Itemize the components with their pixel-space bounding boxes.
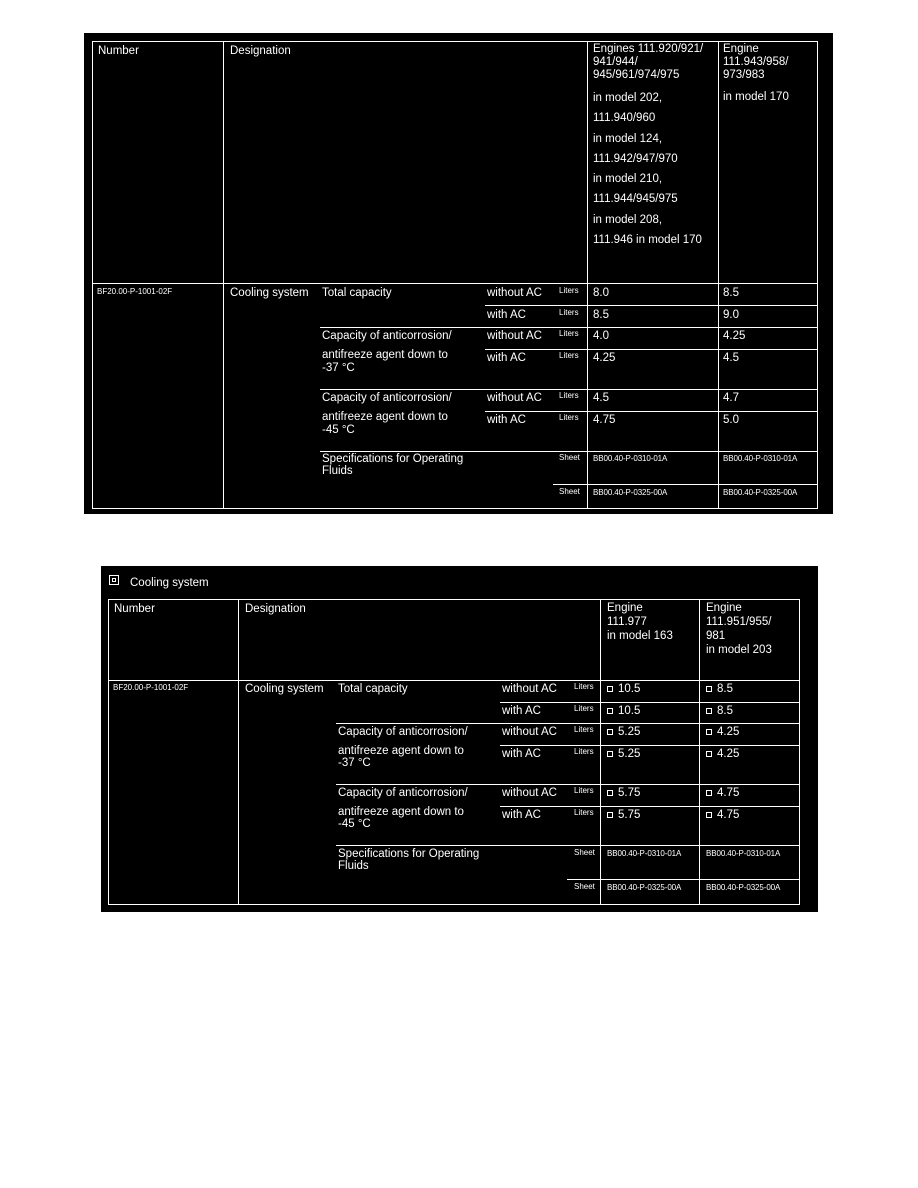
table1-row-v1: 4.0 bbox=[593, 330, 609, 342]
value: 5.75 bbox=[618, 809, 641, 821]
table2-row-unit: Liters bbox=[574, 725, 594, 734]
table2-header-col2: Engine 111.951/955/ 981 in model 203 bbox=[706, 602, 772, 656]
table1-col-line bbox=[223, 41, 224, 509]
table2-row-v2 bbox=[706, 806, 739, 824]
table2-sheet-v2: BB00.40-P-0325-00A bbox=[706, 883, 781, 892]
checkbox-icon bbox=[607, 708, 613, 714]
checkbox-icon bbox=[706, 708, 712, 714]
table1-row-v1: 8.0 bbox=[593, 287, 609, 299]
table2-header-designation: Designation bbox=[245, 603, 306, 615]
table2-title: Cooling system bbox=[130, 577, 209, 589]
checkbox-icon bbox=[706, 751, 712, 757]
table1-row-cond: without AC bbox=[487, 287, 542, 299]
table2-row-label: antifreeze agent down to -45 °C bbox=[338, 806, 464, 830]
table2-row-line bbox=[500, 806, 799, 807]
checkbox-icon bbox=[607, 751, 613, 757]
table1-col-line bbox=[587, 41, 588, 509]
table2-row-cond: without AC bbox=[502, 726, 557, 738]
value: 10.5 bbox=[618, 683, 641, 695]
table1-border-right bbox=[817, 41, 818, 509]
table2-row-v2 bbox=[706, 723, 739, 741]
table1-row-v2: 4.25 bbox=[723, 330, 746, 342]
table1-row-cond: without AC bbox=[487, 392, 542, 404]
table2-col-line bbox=[238, 599, 239, 905]
table1-header-designation: Designation bbox=[230, 45, 291, 57]
table2-row-cond: without AC bbox=[502, 787, 557, 799]
table2-row-unit: Liters bbox=[574, 747, 594, 756]
table1-row-line bbox=[485, 411, 817, 412]
checkbox-icon bbox=[706, 729, 712, 735]
table1-row-v2: 8.5 bbox=[723, 287, 739, 299]
table1-row-line bbox=[553, 484, 817, 485]
table2-row-v2 bbox=[706, 745, 739, 763]
document-icon bbox=[109, 575, 119, 585]
table1-row-label: antifreeze agent down to -37 °C bbox=[322, 349, 448, 374]
table1-border-bottom bbox=[92, 508, 818, 509]
table1-row-cond: with AC bbox=[487, 414, 526, 426]
table1-row-cond: with AC bbox=[487, 309, 526, 321]
table2-row-line bbox=[336, 845, 799, 846]
table2-border-left bbox=[108, 599, 109, 905]
table1-row-v2: 4.5 bbox=[723, 352, 739, 364]
value: 8.5 bbox=[717, 705, 733, 717]
table2-row-line bbox=[500, 702, 799, 703]
table2-header-sep bbox=[108, 680, 800, 681]
table2-group: Cooling system bbox=[245, 683, 324, 695]
value: 10.5 bbox=[618, 705, 641, 717]
table2-row-cond: with AC bbox=[502, 748, 541, 760]
checkbox-icon bbox=[706, 790, 712, 796]
table2-row-v1 bbox=[607, 806, 640, 824]
table1-sheet-v1: BB00.40-P-0325-00A bbox=[593, 488, 668, 497]
table2-col-line bbox=[600, 599, 601, 905]
table1-row-label: antifreeze agent down to -45 °C bbox=[322, 411, 448, 436]
value: 5.25 bbox=[618, 726, 641, 738]
table2-sheet-v1: BB00.40-P-0310-01A bbox=[607, 849, 682, 858]
table2-row-label: antifreeze agent down to -37 °C bbox=[338, 745, 464, 769]
value: 4.25 bbox=[717, 726, 740, 738]
table1-row-v2: 4.7 bbox=[723, 392, 739, 404]
table1-sheet-unit: Sheet bbox=[559, 453, 580, 462]
table1-header-col1-models: in model 202, 111.940/960 in model 124, 111.942/947/970 in model 210, 111.944/945/975 in model 208, 111.946 in model 170 bbox=[593, 92, 702, 247]
table2-row-cond: with AC bbox=[502, 705, 541, 717]
checkbox-icon bbox=[706, 686, 712, 692]
value: 4.75 bbox=[717, 787, 740, 799]
table2-number: BF20.00-P-1001-02F bbox=[113, 683, 189, 692]
table2-row-v2 bbox=[706, 680, 733, 698]
table2-sheet-unit: Sheet bbox=[574, 848, 595, 857]
table1-row-cond: without AC bbox=[487, 330, 542, 342]
table1-border-top bbox=[92, 41, 818, 42]
table1-border-left bbox=[92, 41, 93, 509]
table2-sheet-v2: BB00.40-P-0310-01A bbox=[706, 849, 781, 858]
table1-row-label: Total capacity bbox=[322, 287, 392, 299]
table1-row-line bbox=[485, 305, 817, 306]
table1-row-v1: 4.5 bbox=[593, 392, 609, 404]
table2-border-right bbox=[799, 599, 800, 905]
table1-row-unit: Liters bbox=[559, 329, 579, 338]
table1-row-v2: 9.0 bbox=[723, 309, 739, 321]
table2-col-line bbox=[699, 599, 700, 905]
value: 4.75 bbox=[717, 809, 740, 821]
table2-panel bbox=[101, 566, 818, 912]
table1-row-v1: 4.75 bbox=[593, 414, 616, 426]
table1-row-unit: Liters bbox=[559, 308, 579, 317]
table2-row-line bbox=[567, 879, 799, 880]
table2-row-v1 bbox=[607, 784, 640, 802]
table2-row-v1 bbox=[607, 723, 640, 741]
table1-header-number: Number bbox=[98, 45, 139, 57]
table1-row-label: Capacity of anticorrosion/ bbox=[322, 392, 452, 404]
table2-row-v1 bbox=[607, 702, 640, 720]
value: 8.5 bbox=[717, 683, 733, 695]
table1-spec-label: Specifications for Operating Fluids bbox=[322, 453, 464, 477]
table1-header-col2: Engine 111.943/958/ 973/983 bbox=[723, 43, 789, 81]
table1-sheet-unit: Sheet bbox=[559, 487, 580, 496]
table2-row-cond: without AC bbox=[502, 683, 557, 695]
checkbox-icon bbox=[607, 790, 613, 796]
table2-row-label: Total capacity bbox=[338, 683, 408, 695]
table2-sheet-v1: BB00.40-P-0325-00A bbox=[607, 883, 682, 892]
table2-row-v1 bbox=[607, 745, 640, 763]
table2-row-label: Capacity of anticorrosion/ bbox=[338, 726, 468, 738]
table1-sheet-v2: BB00.40-P-0310-01A bbox=[723, 454, 798, 463]
table2-row-v2 bbox=[706, 784, 739, 802]
table2-sheet-unit: Sheet bbox=[574, 882, 595, 891]
table2-border-top bbox=[108, 599, 800, 600]
table2-row-unit: Liters bbox=[574, 704, 594, 713]
checkbox-icon bbox=[706, 812, 712, 818]
value: 5.25 bbox=[618, 748, 641, 760]
table2-row-v1 bbox=[607, 680, 640, 698]
table2-header-number: Number bbox=[114, 603, 155, 615]
table1-group: Cooling system bbox=[230, 287, 309, 299]
table1-row-unit: Liters bbox=[559, 413, 579, 422]
table1-row-label: Capacity of anticorrosion/ bbox=[322, 330, 452, 342]
table1-row-line bbox=[485, 349, 817, 350]
table1-row-v2: 5.0 bbox=[723, 414, 739, 426]
table1-sheet-v1: BB00.40-P-0310-01A bbox=[593, 454, 668, 463]
checkbox-icon bbox=[607, 812, 613, 818]
table2-header-col1: Engine 111.977 in model 163 bbox=[607, 602, 673, 642]
table2-row-cond: with AC bbox=[502, 809, 541, 821]
table1-panel bbox=[84, 33, 833, 514]
table2-row-unit: Liters bbox=[574, 682, 594, 691]
table1-header-col1: Engines 111.920/921/ 941/944/ 945/961/974/975 bbox=[593, 43, 704, 81]
table2-row-line bbox=[500, 745, 799, 746]
value: 5.75 bbox=[618, 787, 641, 799]
table2-row-label: Capacity of anticorrosion/ bbox=[338, 787, 468, 799]
table2-border-bottom bbox=[108, 904, 800, 905]
table1-header-col2-models: in model 170 bbox=[723, 91, 789, 103]
table1-row-unit: Liters bbox=[559, 351, 579, 360]
table2-row-unit: Liters bbox=[574, 786, 594, 795]
value: 4.25 bbox=[717, 748, 740, 760]
table1-col-line bbox=[718, 41, 719, 509]
table1-row-cond: with AC bbox=[487, 352, 526, 364]
table1-row-v1: 4.25 bbox=[593, 352, 616, 364]
table2-row-v2 bbox=[706, 702, 733, 720]
table1-row-v1: 8.5 bbox=[593, 309, 609, 321]
table1-sheet-v2: BB00.40-P-0325-00A bbox=[723, 488, 798, 497]
table2-spec-label: Specifications for Operating Fluids bbox=[338, 848, 480, 872]
table1-header-sep bbox=[92, 283, 818, 284]
table1-row-unit: Liters bbox=[559, 286, 579, 295]
table2-row-unit: Liters bbox=[574, 808, 594, 817]
checkbox-icon bbox=[607, 686, 613, 692]
checkbox-icon bbox=[607, 729, 613, 735]
table1-row-unit: Liters bbox=[559, 391, 579, 400]
table1-row-line bbox=[320, 451, 817, 452]
table1-number: BF20.00-P-1001-02F bbox=[97, 287, 173, 296]
